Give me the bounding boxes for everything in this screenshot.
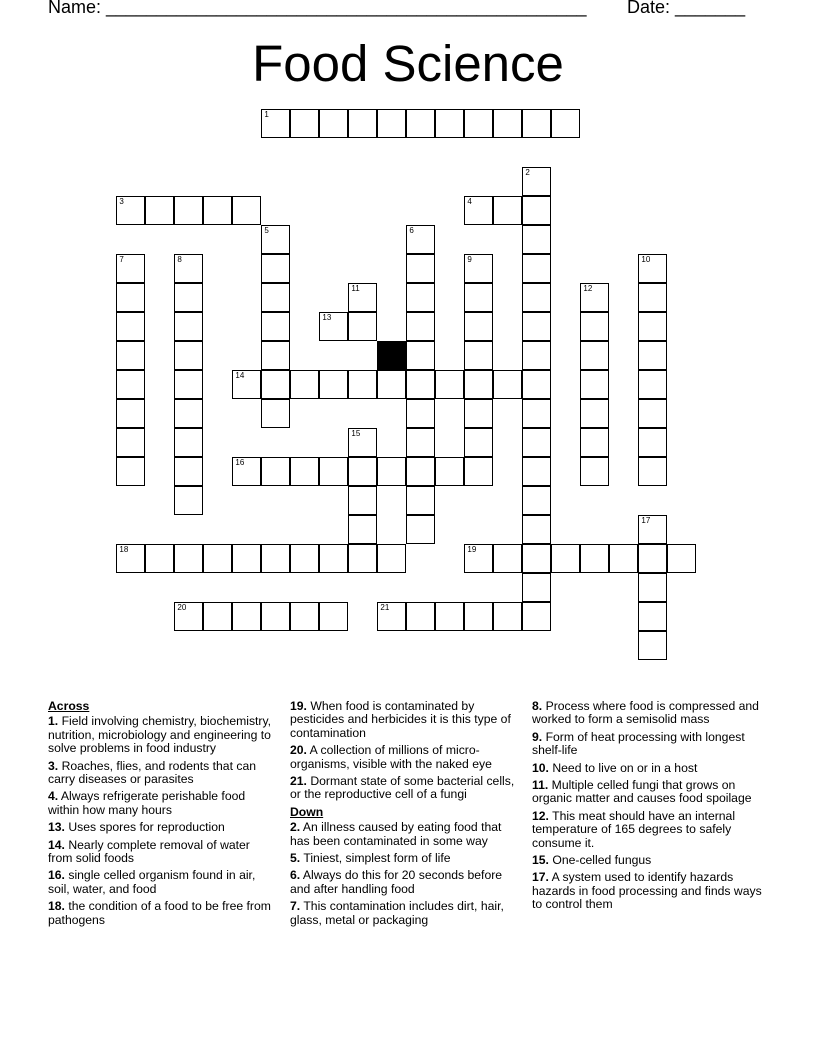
grid-cell[interactable] <box>522 283 551 312</box>
clue-down-17: 17. A system used to identify hazards hazards in food processing and finds ways to control them <box>532 870 762 912</box>
name-line: ________________________________________________ <box>106 0 587 17</box>
grid-cell[interactable] <box>116 457 145 486</box>
grid-cell[interactable] <box>174 486 203 515</box>
grid-cell[interactable] <box>116 254 145 283</box>
grid-cell[interactable] <box>406 602 435 631</box>
clue-down-9: 9. Form of heat processing with longest shelf-life <box>532 729 745 758</box>
grid-cell[interactable] <box>522 428 551 457</box>
grid-cell[interactable] <box>667 544 696 573</box>
grid-cell[interactable] <box>290 602 319 631</box>
grid-cell[interactable] <box>580 428 609 457</box>
grid-cell[interactable] <box>174 312 203 341</box>
grid-cell[interactable] <box>232 196 261 225</box>
grid-cell[interactable] <box>464 312 493 341</box>
grid-cell[interactable] <box>522 399 551 428</box>
grid-cell[interactable] <box>261 399 290 428</box>
date-line: _______ <box>675 0 746 17</box>
grid-cell[interactable] <box>522 457 551 486</box>
grid-cell[interactable] <box>464 341 493 370</box>
grid-cell[interactable] <box>638 399 667 428</box>
grid-cell[interactable] <box>261 457 290 486</box>
grid-cell[interactable] <box>174 283 203 312</box>
grid-cell[interactable] <box>348 428 377 457</box>
clue-across-21: 21. Dormant state of some bacterial cells, or the reproductive cell of a fungi <box>290 774 515 802</box>
grid-cell[interactable] <box>464 602 493 631</box>
grid-cell[interactable] <box>522 167 551 196</box>
clue-number: 20 <box>177 603 187 613</box>
grid-cell[interactable] <box>377 370 406 399</box>
grid-cell[interactable] <box>261 544 290 573</box>
grid-cell[interactable] <box>638 631 667 660</box>
grid-cell[interactable] <box>261 109 290 138</box>
clue-down-15: 15. One-celled fungus <box>532 853 652 868</box>
grid-cell[interactable] <box>145 544 174 573</box>
grid-cell[interactable] <box>464 370 493 399</box>
grid-cell[interactable] <box>638 341 667 370</box>
clue-across-4: 4. Always refrigerate perishable food within how many hours <box>48 789 246 817</box>
grid-cell[interactable] <box>638 370 667 399</box>
grid-cell[interactable] <box>435 109 464 138</box>
grid-cell[interactable] <box>116 544 145 573</box>
clue-number: 13 <box>322 313 332 323</box>
grid-cell[interactable] <box>174 544 203 573</box>
grid-cell[interactable] <box>493 109 522 138</box>
grid-cell[interactable] <box>406 457 435 486</box>
grid-cell[interactable] <box>406 341 435 370</box>
grid-cell[interactable] <box>116 428 145 457</box>
clue-across-18: 18. the condition of a food to be free from pathogens <box>48 899 271 927</box>
grid-cell[interactable] <box>580 544 609 573</box>
grid-cell[interactable] <box>638 428 667 457</box>
clue-number: 6 <box>409 226 414 236</box>
grid-cell[interactable] <box>522 602 551 631</box>
grid-cell[interactable] <box>116 341 145 370</box>
clue-number: 4 <box>467 197 472 207</box>
grid-cell[interactable] <box>522 312 551 341</box>
clue-across-3: 3. Roaches, flies, and rodents that can carry diseases or parasites <box>48 758 257 787</box>
grid-cell[interactable] <box>493 544 522 573</box>
clue-across-16: 16. single celled organism found in air, soil, water, and food <box>48 868 256 896</box>
grid-cell[interactable] <box>464 428 493 457</box>
grid-cell[interactable] <box>203 602 232 631</box>
clue-down-10: 10. Need to live on or in a host <box>532 760 698 775</box>
grid-cell[interactable] <box>638 312 667 341</box>
grid-cell[interactable] <box>638 457 667 486</box>
grid-cell[interactable] <box>522 370 551 399</box>
clue-column-1 <box>48 700 276 931</box>
clue-across-14: 14. Nearly complete removal of water from solid foods <box>48 837 250 866</box>
grid-cell[interactable] <box>522 341 551 370</box>
grid-cell[interactable] <box>464 544 493 573</box>
grid-cell[interactable] <box>261 225 290 254</box>
clue-number: 18 <box>119 545 129 555</box>
grid-cell[interactable] <box>319 109 348 138</box>
clue-number: 16 <box>235 458 245 468</box>
grid-cell[interactable] <box>377 457 406 486</box>
grid-cell[interactable] <box>406 515 435 544</box>
grid-cell[interactable] <box>638 573 667 602</box>
clue-column-2 <box>290 700 524 931</box>
grid-cell[interactable] <box>348 457 377 486</box>
grid-cell[interactable] <box>116 283 145 312</box>
grid-cell[interactable] <box>580 457 609 486</box>
grid-cell[interactable] <box>261 370 290 399</box>
black-square <box>377 341 406 370</box>
grid-cell[interactable] <box>406 486 435 515</box>
grid-cell[interactable] <box>116 370 145 399</box>
date-field <box>627 0 745 18</box>
clue-number: 14 <box>235 371 245 381</box>
grid-cell[interactable] <box>551 109 580 138</box>
grid-cell[interactable] <box>406 370 435 399</box>
grid-cell[interactable] <box>261 341 290 370</box>
clue-down-7: 7. This contamination includes dirt, hair, glass, metal or packaging <box>290 899 504 927</box>
grid-cell[interactable] <box>232 370 261 399</box>
clue-number: 7 <box>119 255 124 265</box>
grid-cell[interactable] <box>580 312 609 341</box>
grid-cell[interactable] <box>580 283 609 312</box>
grid-cell[interactable] <box>493 370 522 399</box>
clue-number: 10 <box>641 255 651 265</box>
grid-cell[interactable] <box>377 602 406 631</box>
grid-cell[interactable] <box>406 109 435 138</box>
grid-cell[interactable] <box>232 457 261 486</box>
grid-cell[interactable] <box>435 457 464 486</box>
grid-cell[interactable] <box>290 544 319 573</box>
grid-cell[interactable] <box>522 573 551 602</box>
page-title: Food Science <box>252 35 564 92</box>
grid-cell[interactable] <box>261 254 290 283</box>
grid-cell[interactable] <box>232 602 261 631</box>
grid-cell[interactable] <box>348 515 377 544</box>
grid-cell[interactable] <box>406 283 435 312</box>
grid-cell[interactable] <box>522 544 551 573</box>
clue-across-19: 19. When food is contaminated by pesticides and herbicides it is this type of contamination <box>290 699 511 740</box>
grid-cell[interactable] <box>261 602 290 631</box>
clue-number: 19 <box>467 545 477 555</box>
grid-cell[interactable] <box>290 457 319 486</box>
name-label: Name: <box>48 0 102 17</box>
grid-cell[interactable] <box>145 196 174 225</box>
grid-cell[interactable] <box>464 196 493 225</box>
clue-number: 11 <box>351 284 360 294</box>
grid-cell[interactable] <box>348 544 377 573</box>
down-heading: Down <box>290 804 324 819</box>
grid-cell[interactable] <box>319 312 348 341</box>
clue-down-6: 6. Always do this for 20 seconds before and after handling food <box>290 868 503 896</box>
grid-cell[interactable] <box>522 109 551 138</box>
grid-cell[interactable] <box>638 544 667 573</box>
grid-cell[interactable] <box>377 544 406 573</box>
clue-number: 2 <box>525 168 530 178</box>
grid-cell[interactable] <box>116 399 145 428</box>
clue-number: 9 <box>467 255 472 265</box>
clue-number: 5 <box>264 226 269 236</box>
grid-cell[interactable] <box>319 370 348 399</box>
grid-cell[interactable] <box>522 254 551 283</box>
grid-cell[interactable] <box>464 254 493 283</box>
grid-cell[interactable] <box>464 283 493 312</box>
grid-cell[interactable] <box>435 602 464 631</box>
grid-cell[interactable] <box>522 196 551 225</box>
clue-number: 3 <box>119 197 124 207</box>
clue-number: 12 <box>583 284 593 294</box>
grid-cell[interactable] <box>290 370 319 399</box>
grid-cell[interactable] <box>290 109 319 138</box>
grid-cell[interactable] <box>406 254 435 283</box>
grid-cell[interactable] <box>174 457 203 486</box>
grid-cell[interactable] <box>522 486 551 515</box>
grid-cell[interactable] <box>174 370 203 399</box>
grid-cell[interactable] <box>319 602 348 631</box>
grid-cell[interactable] <box>116 312 145 341</box>
grid-cell[interactable] <box>551 544 580 573</box>
name-field <box>48 0 587 18</box>
grid-cell[interactable] <box>522 515 551 544</box>
grid-cell[interactable] <box>174 602 203 631</box>
grid-cell[interactable] <box>203 544 232 573</box>
grid-cell[interactable] <box>638 602 667 631</box>
date-label: Date: <box>627 0 671 17</box>
clue-down-5: 5. Tiniest, simplest form of life <box>290 851 451 866</box>
grid-cell[interactable] <box>406 399 435 428</box>
grid-cell[interactable] <box>435 370 464 399</box>
grid-cell[interactable] <box>638 254 667 283</box>
grid-cell[interactable] <box>377 109 406 138</box>
clue-number: 15 <box>351 429 361 439</box>
grid-cell[interactable] <box>174 341 203 370</box>
grid-cell[interactable] <box>580 370 609 399</box>
clue-number: 1 <box>264 110 269 120</box>
clue-number: 17 <box>641 516 651 526</box>
clue-down-2: 2. An illness caused by eating food that has been contaminated in some way <box>290 820 502 848</box>
grid-cell[interactable] <box>464 457 493 486</box>
across-heading: Across <box>48 699 90 713</box>
grid-cell[interactable] <box>261 283 290 312</box>
grid-cell[interactable] <box>174 399 203 428</box>
grid-cell[interactable] <box>174 428 203 457</box>
grid-cell[interactable] <box>232 544 261 573</box>
clue-number: 8 <box>177 255 182 265</box>
grid-cell[interactable] <box>203 196 232 225</box>
grid-cell[interactable] <box>348 486 377 515</box>
grid-cell[interactable] <box>522 225 551 254</box>
grid-cell[interactable] <box>638 283 667 312</box>
grid-cell[interactable] <box>406 225 435 254</box>
clue-down-8: 8. Process where food is compressed and worked to form a semisolid mass <box>532 699 759 727</box>
clue-across-13: 13. Uses spores for reproduction <box>48 820 225 835</box>
grid-cell[interactable] <box>406 312 435 341</box>
grid-cell[interactable] <box>638 515 667 544</box>
clue-across-20: 20. A collection of millions of micro-organisms, visible with the naked eye <box>290 743 492 771</box>
clue-down-11: 11. Multiple celled fungi that grows on organic matter and causes food spoilage <box>532 778 752 806</box>
grid-cell[interactable] <box>348 370 377 399</box>
grid-cell[interactable] <box>580 399 609 428</box>
grid-cell[interactable] <box>116 196 145 225</box>
clue-across-1: 1. Field involving chemistry, biochemistry, nutrition, microbiology and engineering to solve problems in food industry <box>48 714 272 756</box>
grid-cell[interactable] <box>493 602 522 631</box>
grid-cell[interactable] <box>174 254 203 283</box>
grid-cell[interactable] <box>174 196 203 225</box>
grid-cell[interactable] <box>609 544 638 573</box>
grid-cell[interactable] <box>464 109 493 138</box>
clue-number: 21 <box>380 603 390 613</box>
clue-down-12: 12. This meat should have an internal temperature of 165 degrees to safely consume it. <box>532 808 736 850</box>
grid-cell[interactable] <box>580 341 609 370</box>
grid-cell[interactable] <box>493 196 522 225</box>
grid-cell[interactable] <box>348 312 377 341</box>
grid-cell[interactable] <box>348 283 377 312</box>
grid-cell[interactable] <box>319 544 348 573</box>
grid-cell[interactable] <box>464 399 493 428</box>
grid-cell[interactable] <box>261 312 290 341</box>
grid-cell[interactable] <box>319 457 348 486</box>
grid-cell[interactable] <box>348 109 377 138</box>
grid-cell[interactable] <box>406 428 435 457</box>
clue-column-3 <box>532 700 768 916</box>
